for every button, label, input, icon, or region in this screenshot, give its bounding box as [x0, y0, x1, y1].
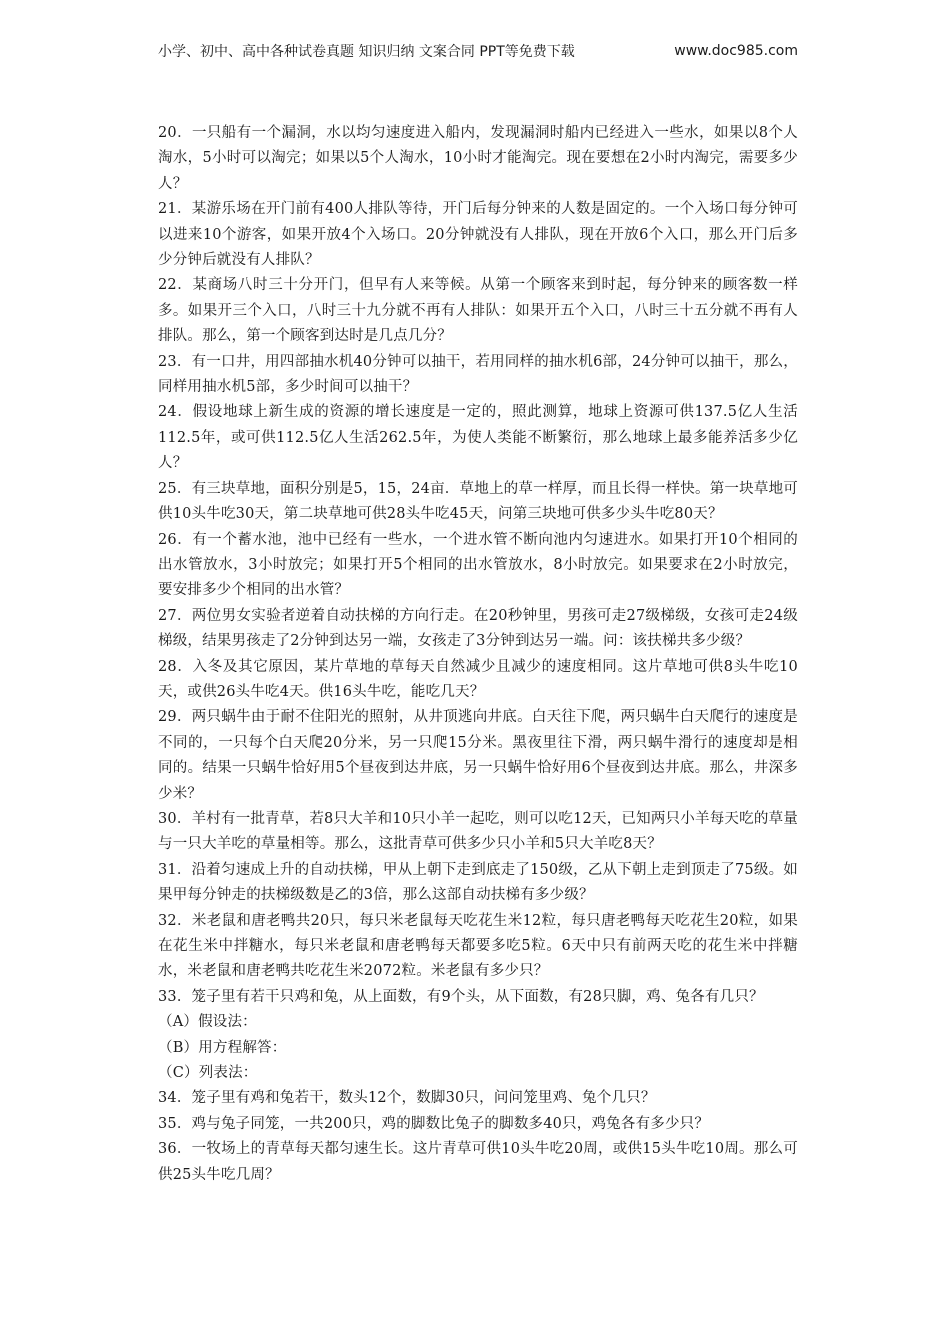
- problem-33: 33．笼子里有若干只鸡和兔，从上面数，有9个头，从下面数，有28只脚，鸡、兔各有几只？: [158, 988, 764, 1005]
- problem-34: 34．笼子里有鸡和兔若干，数头12个，数脚30只，问问笼里鸡、兔个几只？: [158, 1090, 656, 1107]
- problem-23: 23．有一口井，用四部抽水机40分钟可以抽干，若用同样的抽水机6部，24分钟可以抽干，那么，同样用抽水机5部，多少时间可以抽干？: [158, 353, 798, 396]
- page-header: [158, 40, 798, 62]
- problem-26: 26．有一个蓄水池，池中已经有一些水，一个进水管不断向池内匀速进水。如果打开10个相同的出水管放水，3小时放完；如果打开5个相同的出水管放水，8小时放完。如果要求在2小时放完，要安排多少个相同的出水管？: [158, 531, 798, 599]
- problem-25: 25．有三块草地，面积分别是5，15，24亩．草地上的草一样厚，而且长得一样快。第一块草地可供10头牛吃30天，第二块草地可供28头牛吃45天，问第三块地可供多少头牛吃80天？: [158, 480, 798, 523]
- document-body: [158, 121, 798, 1188]
- header-site-link[interactable]: www.doc985.com: [674, 43, 798, 59]
- problem-27: 27．两位男女实验者逆着自动扶梯的方向行走。在20秒钟里，男孩可走27级梯级，女孩可走24级梯级，结果男孩走了2分钟到达另一端，女孩走了3分钟到达另一端。问：该扶梯共多少级？: [158, 607, 798, 650]
- option-b: （B）用方程解答：: [158, 1039, 287, 1056]
- problem-32: 32．米老鼠和唐老鸭共20只，每只米老鼠每天吃花生米12粒，每只唐老鸭每天吃花生20粒，如果在花生米中拌糖水，每只米老鼠和唐老鸭每天都要多吃5粒。6天中只有前两天吃的花生米中拌糖水，米老鼠和唐老鸭共吃花生米2072粒。米老鼠有多少只？: [158, 912, 798, 980]
- problem-24: 24．假设地球上新生成的资源的增长速度是一定的，照此测算，地球上资源可供137.5亿人生活112.5年，或可供112.5亿人生活262.5年，为使人类能不断繁衍，那么地球上最多能养活多少亿人？: [158, 404, 798, 472]
- problem-28: 28．入冬及其它原因，某片草地的草每天自然减少且减少的速度相同。这片草地可供8头牛吃10天，或供26头牛吃4天。供16头牛吃，能吃几天？: [158, 658, 798, 700]
- problem-22: 22．某商场八时三十分开门，但早有人来等候。从第一个顾客来到时起，每分钟来的顾客数一样多。如果开三个入口，八时三十九分就不再有人排队：如果开五个入口，八时三十五分就不再有人排队。那么，第一个顾客到达时是几点几分？: [158, 277, 798, 345]
- header-left-text: 小学、初中、高中各种试卷真题 知识归纳 文案合同 PPT等免费下载: [158, 44, 575, 60]
- problem-29: 29．两只蜗牛由于耐不住阳光的照射，从井顶逃向井底。白天往下爬，两只蜗牛白天爬行的速度是不同的，一只每个白天爬20分米，另一只爬15分米。黑夜里往下滑，两只蜗牛滑行的速度却是相同的。结果一只蜗牛恰好用5个昼夜到达井底，另一只蜗牛恰好用6个昼夜到达井底。那么，井深多少米？: [158, 709, 798, 802]
- problem-35: 35．鸡与兔子同笼，一共200只，鸡的脚数比兔子的脚数多40只，鸡兔各有多少只？: [158, 1115, 710, 1132]
- option-c: （C）列表法：: [158, 1065, 258, 1082]
- problem-20: 20．一只船有一个漏洞，水以均匀速度进入船内，发现漏洞时船内已经进入一些水，如果以8个人淘水，5小时可以淘完；如果以5个人淘水，10小时才能淘完。现在要想在2小时内淘完，需要多少人？: [158, 125, 798, 192]
- problem-31: 31．沿着匀速成上升的自动扶梯，甲从上朝下走到底走了150级，乙从下朝上走到顶走了75级。如果甲每分钟走的扶梯级数是乙的3倍，那么这部自动扶梯有多少级？: [158, 861, 798, 904]
- option-a: （A）假设法：: [158, 1014, 257, 1031]
- problem-30: 30．羊村有一批青草，若8只大羊和10只小羊一起吃，则可以吃12天，已知两只小羊每天吃的草量与一只大羊吃的草量相等。那么，这批青草可供多少只小羊和5只大羊吃8天？: [158, 810, 798, 853]
- problem-36: 36．一牧场上的青草每天都匀速生长。这片青草可供10头牛吃20周，或供15头牛吃10周。那么可供25头牛吃几周？: [158, 1141, 798, 1183]
- problem-21: 21．某游乐场在开门前有400人排队等待，开门后每分钟来的人数是固定的。一个入场口每分钟可以进来10个游客，如果开放4个入场口。20分钟就没有人排队，现在开放6个入口，那么开门后多少分钟后就没有人排队？: [158, 201, 798, 269]
